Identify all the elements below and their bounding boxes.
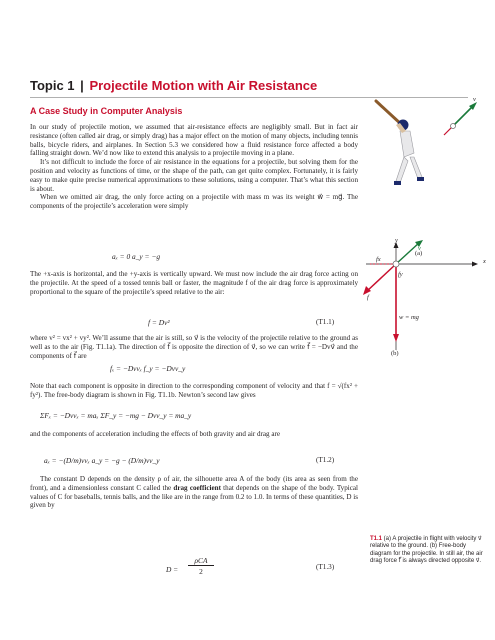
figure-b-weight-label: w = mg (399, 314, 419, 321)
ball-icon (451, 124, 456, 129)
figure-b-fx-label: fx (376, 256, 381, 263)
player-torso-icon (400, 131, 414, 157)
paragraph: Note that each component is opposite in direction to the corresponding component of velocity and that f = √(fx² + fy²). The free-body diagram is shown in Fig. T1.1b. Newton’s second law gives (30, 382, 358, 399)
bat-icon (376, 101, 402, 125)
caption-label: T1.1 (370, 536, 383, 542)
figure-b-v-label: v (418, 245, 421, 252)
equation-drag-magnitude: f = Dv² (148, 318, 170, 327)
player-leg-icon (410, 157, 422, 179)
fraction-bar (188, 565, 214, 566)
player-leg-icon (396, 157, 408, 183)
figure-a-label: (a) (415, 250, 423, 257)
equation-newton-second-law: ΣFₓ = −Dvvₓ = maₓ ΣF_y = −mg − Dvv_y = ma_y (40, 411, 192, 420)
paragraph: When we omitted air drag, the only force acting on a projectile with mass m was its weight w⃗ = mg⃗. The components of the projectile’s acceleration were simply (30, 193, 358, 211)
section-heading: A Case Study in Computer Analysis (30, 106, 183, 116)
text-run: that depends on the shape of the body. Typical values of C for baseballs, tennis balls, and the like are in the range from 0.2 to 1.0. In terms of these quantities, D is given by (30, 483, 358, 510)
body-text-block-1 (30, 123, 358, 211)
x-axis-arrowhead (472, 262, 478, 267)
figure-b-y-label: y (395, 237, 398, 244)
paragraph: It’s not difficult to include the force of air resistance in the equations for a projectile, but solving them for the position and velocity as functions of time, or the shape of the path, can get quite complex. Fortunately, it is fairly easy to make quite precise numerical approximations to these solutions, using a computer. That’s what this section is about. (30, 158, 358, 193)
fbd-ball-icon (393, 261, 399, 267)
fbd-weight-arrowhead (393, 334, 399, 342)
topic-number: Topic 1 (30, 78, 75, 93)
equation-d-numerator: ρCA (194, 556, 208, 565)
text-run: The constant D depends on the density ρ of air, the silhouette area A of the body (its area as seen from the front), and a dimensionless constant C called the (30, 475, 358, 492)
figure-b (362, 240, 492, 355)
paragraph: where v² = vx² + vy². We’ll assume that the air is still, so v⃗ is the velocity of the projectile relative to the ground as well as to the air (Fig. T1.1a). The direction of f⃗ is opposite the direction of v⃗, so we can write f⃗ = −Dvv⃗ and the components of f⃗ are (30, 334, 358, 360)
figure-b-fy-label: fy (398, 271, 403, 278)
equation-d-lhs: D = (166, 565, 179, 574)
paragraph: In our study of projectile motion, we assumed that air-resistance effects are negligibly small. But in fact air resistance (often called air drag, or simply drag) has a major effect on the motion of many objects, including tennis balls, bicycle riders, and airplanes. In Section 5.3 we considered how a fluid resistance force affected a body falling straight down. We’d now like to extend this analysis to a projectile moving in a plane. (30, 123, 358, 158)
equation-number-t1-2: (T1.2) (316, 456, 335, 464)
drag-arrow (444, 127, 452, 135)
body-text-block-4 (30, 382, 358, 400)
figure-b-x-label: x (483, 258, 486, 265)
equation-accel-no-drag: aₓ = 0 a_y = −g (112, 252, 161, 261)
topic-title (30, 78, 317, 93)
paragraph (30, 475, 358, 510)
velocity-arrow (454, 106, 473, 125)
equation-drag-components: fₓ = −Dvvₓ f_y = −Dvv_y (110, 364, 186, 373)
body-text-block-3 (30, 334, 358, 360)
figure-b-label: (b) (391, 350, 399, 357)
body-text-block-5 (30, 430, 358, 439)
figure-caption (370, 536, 485, 566)
figure-a-velocity-label: v (473, 96, 476, 103)
paragraph: and the components of acceleration including the effects of both gravity and air drag are (30, 430, 281, 438)
fbd-drag-arrow (366, 264, 396, 292)
shoe-icon (394, 181, 401, 185)
figure-a (360, 95, 490, 230)
equation-number-t1-1: (T1.1) (316, 318, 335, 326)
equation-accel-with-drag: aₓ = −(D/m)vvₓ a_y = −g − (D/m)vv_y (44, 456, 160, 465)
page-title: Projectile Motion with Air Resistance (89, 78, 318, 93)
shoe-icon (417, 177, 424, 181)
fbd-velocity-arrow (396, 242, 423, 264)
paragraph: The +x-axis is horizontal, and the +y-axis is vertically upward. We must now include the air drag force acting on the projectile. At the speed of a tossed tennis ball or faster, the magnitude f of the air drag force is approximately proportional to the square of the projectile’s speed relative to the air: (30, 270, 358, 296)
equation-number-t1-3: (T1.3) (316, 563, 335, 571)
figure-b-f-label: f (367, 294, 369, 301)
equation-d-denominator: 2 (199, 567, 203, 576)
term-drag-coefficient: drag coefficient (173, 483, 221, 492)
title-separator: | (80, 78, 84, 93)
caption-text: (a) A projectile in flight with velocity v⃗ relative to the ground. (b) Free-body diagram for the projectile. In still air, the air drag force f⃗ is always directed opposite v⃗. (370, 536, 483, 565)
body-text-block-6 (30, 475, 358, 510)
body-text-block-2 (30, 270, 358, 296)
